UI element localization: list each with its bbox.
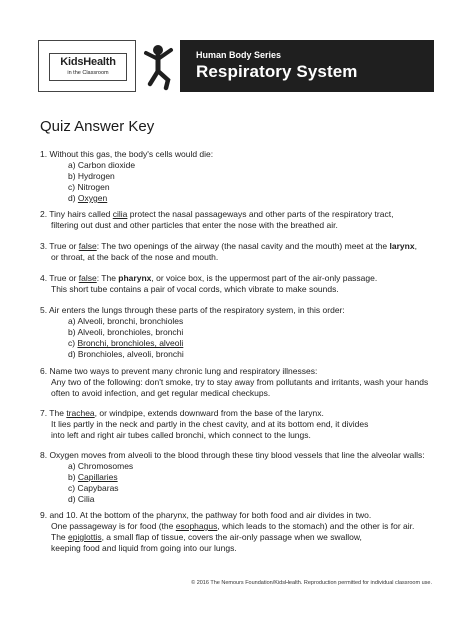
option: c) Nitrogen (68, 182, 110, 192)
option: c) Capybaras (68, 483, 119, 493)
option: a) Chromosomes (68, 461, 134, 471)
logo-sub-text: in the Classroom (67, 70, 109, 76)
question-5 (40, 305, 440, 360)
correct-answer: Bronchi, bronchioles, alveoli (77, 338, 184, 348)
option: a) Alveoli, bronchi, bronchioles (68, 316, 184, 326)
option: b) Hydrogen (68, 171, 115, 181)
correct-answer: trachea (66, 408, 95, 418)
option: b) Alveoli, bronchioles, bronchi (68, 327, 184, 337)
question-6: 6. Name two ways to prevent many chronic lung and respiratory illnesses: Any two of the following: don't smoke, try to stay away from pollutants and irritants, wash your hands often to avoid infection, and get regular medical checkups. (40, 366, 440, 399)
question-stem: 5. Air enters the lungs through these parts of the respiratory system, in this order: (40, 305, 345, 315)
option: d) Cilia (68, 494, 95, 504)
logo-main-text: KidsHealth (60, 56, 116, 68)
quiz-title: Quiz Answer Key (40, 118, 155, 135)
header (38, 40, 434, 92)
correct-answer: epiglottis (68, 532, 102, 542)
correct-answer: Capillaries (77, 472, 118, 482)
question-2: 2. Tiny hairs called cilia protect the nasal passageways and other parts of the respiratory tract, filtering out dust and other particles that enter the nose with the breathed air. (40, 209, 394, 230)
page-title: Respiratory System (196, 62, 358, 81)
question-7: 7. The trachea, or windpipe, extends downward from the base of the larynx. It lies partly in the neck and partly in the chest cavity, and at its bottom end, it divides into left and right air tubes called bronchi, which connect to the lungs. (40, 408, 369, 440)
correct-answer: esophagus (175, 521, 218, 531)
option: b) Capillaries (68, 472, 118, 482)
correct-answer: false (78, 273, 97, 283)
option: a) Carbon dioxide (68, 160, 136, 170)
question-3: 3. True or false: The two openings of the airway (the nasal cavity and the mouth) meet at the larynx, or throat, at the back of the nose and mouth. (40, 241, 417, 262)
series-label: Human Body Series (196, 50, 282, 60)
title-bar (180, 40, 434, 92)
question-1 (40, 149, 440, 204)
correct-answer: cilia (112, 209, 128, 219)
figure-icon (136, 40, 180, 92)
question-4: 4. True or false: The pharynx, or voice box, is the uppermost part of the air-only passage. This short tube contains a pair of vocal cords, which vibrate to make sounds. (40, 273, 378, 294)
question-8 (40, 450, 440, 505)
question-9-10: 9. and 10. At the bottom of the pharynx, the pathway for both food and air divides in two. One passageway is for food (the esophagus, which leads to the stomach) and the other is for air. The epiglottis, a small flap of tissue, covers the air-only passage when we swallow, keeping food and liquid from going into our lungs. (40, 510, 415, 553)
question-stem: 8. Oxygen moves from alveoli to the blood through these tiny blood vessels that line the alveolar walls: (40, 450, 425, 460)
correct-answer: Oxygen (77, 193, 108, 203)
question-stem: 6. Name two ways to prevent many chronic lung and respiratory illnesses: (40, 366, 318, 376)
option: d) Bronchioles, alveoli, bronchi (68, 349, 184, 359)
kidshealth-logo (38, 40, 136, 92)
option: d) Oxygen (68, 193, 108, 203)
question-stem: 1. Without this gas, the body's cells would die: (40, 149, 214, 159)
option: c) Bronchi, bronchioles, alveoli (68, 338, 184, 348)
copyright-footer: © 2016 The Nemours Foundation/KidsHealth. Reproduction permitted for individual classroom use. (191, 580, 432, 586)
correct-answer: false (78, 241, 97, 251)
